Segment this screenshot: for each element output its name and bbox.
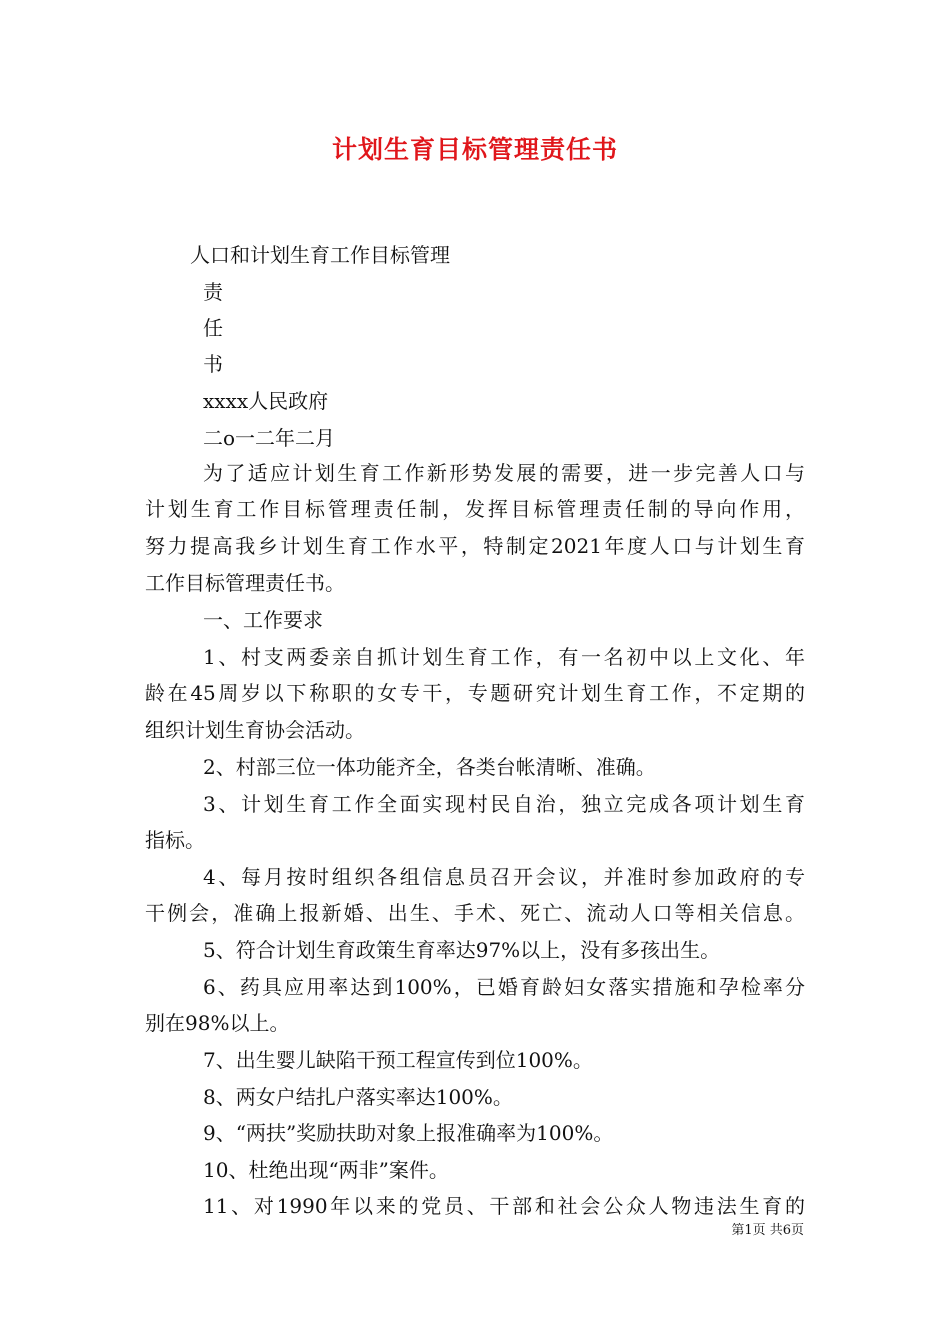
item-8: 8、两女户结扎户落实率达100%。 [203,1085,513,1109]
item-6-line-2: 别在98%以上。 [145,1011,290,1035]
item-11-line-1: 11、对1990年以来的党员、干部和社会公众人物违法生育的 [203,1194,805,1218]
item-9: 9、“两扶”奖励扶助对象上报准确率为100%。 [203,1121,614,1145]
intro-line-2: 计划生育工作目标管理责任制，发挥目标管理责任制的导向作用， [145,497,805,521]
intro-line-1: 为了适应计划生育工作新形势发展的需要，进一步完善人口与 [203,461,805,485]
item-1-line-2: 龄在45周岁以下称职的女专干，专题研究计划生育工作，不定期的 [145,681,805,705]
item-5: 5、符合计划生育政策生育率达97%以上，没有多孩出生。 [203,938,721,962]
cover-char-1: 责 [203,280,223,304]
section-heading: 一、工作要求 [203,608,323,632]
item-7: 7、出生婴儿缺陷干预工程宣传到位100%。 [203,1048,593,1072]
cover-heading: 人口和计划生育工作目标管理 [190,243,450,267]
intro-line-3: 努力提高我乡计划生育工作水平，特制定2021年度人口与计划生育 [145,534,805,558]
cover-issuer: xxxx人民政府 [203,389,329,413]
cover-char-2: 任 [203,316,223,340]
item-2: 2、村部三位一体功能齐全，各类台帐清晰、准确。 [203,755,656,779]
item-3-line-1: 3、计划生育工作全面实现村民自治，独立完成各项计划生育 [203,792,805,816]
page-number-footer: 第1页 共6页 [731,1223,804,1238]
item-10: 10、杜绝出现“两非”案件。 [203,1158,449,1182]
cover-date: 二o一二年二月 [203,426,336,450]
item-4-line-1: 4、每月按时组织各组信息员召开会议，并准时参加政府的专 [203,865,805,889]
item-1-line-1: 1、村支两委亲自抓计划生育工作，有一名初中以上文化、年 [203,645,805,669]
item-4-line-2: 干例会，准确上报新婚、出生、手术、死亡、流动人口等相关信息。 [145,901,805,925]
item-6-line-1: 6、药具应用率达到100%，已婚育龄妇女落实措施和孕检率分 [203,975,805,999]
intro-line-4: 工作目标管理责任书。 [145,571,345,595]
cover-char-3: 书 [203,352,223,376]
document-title: 计划生育目标管理责任书 [331,135,618,164]
item-1-line-3: 组织计划生育协会活动。 [145,718,365,742]
item-3-line-2: 指标。 [145,828,205,852]
